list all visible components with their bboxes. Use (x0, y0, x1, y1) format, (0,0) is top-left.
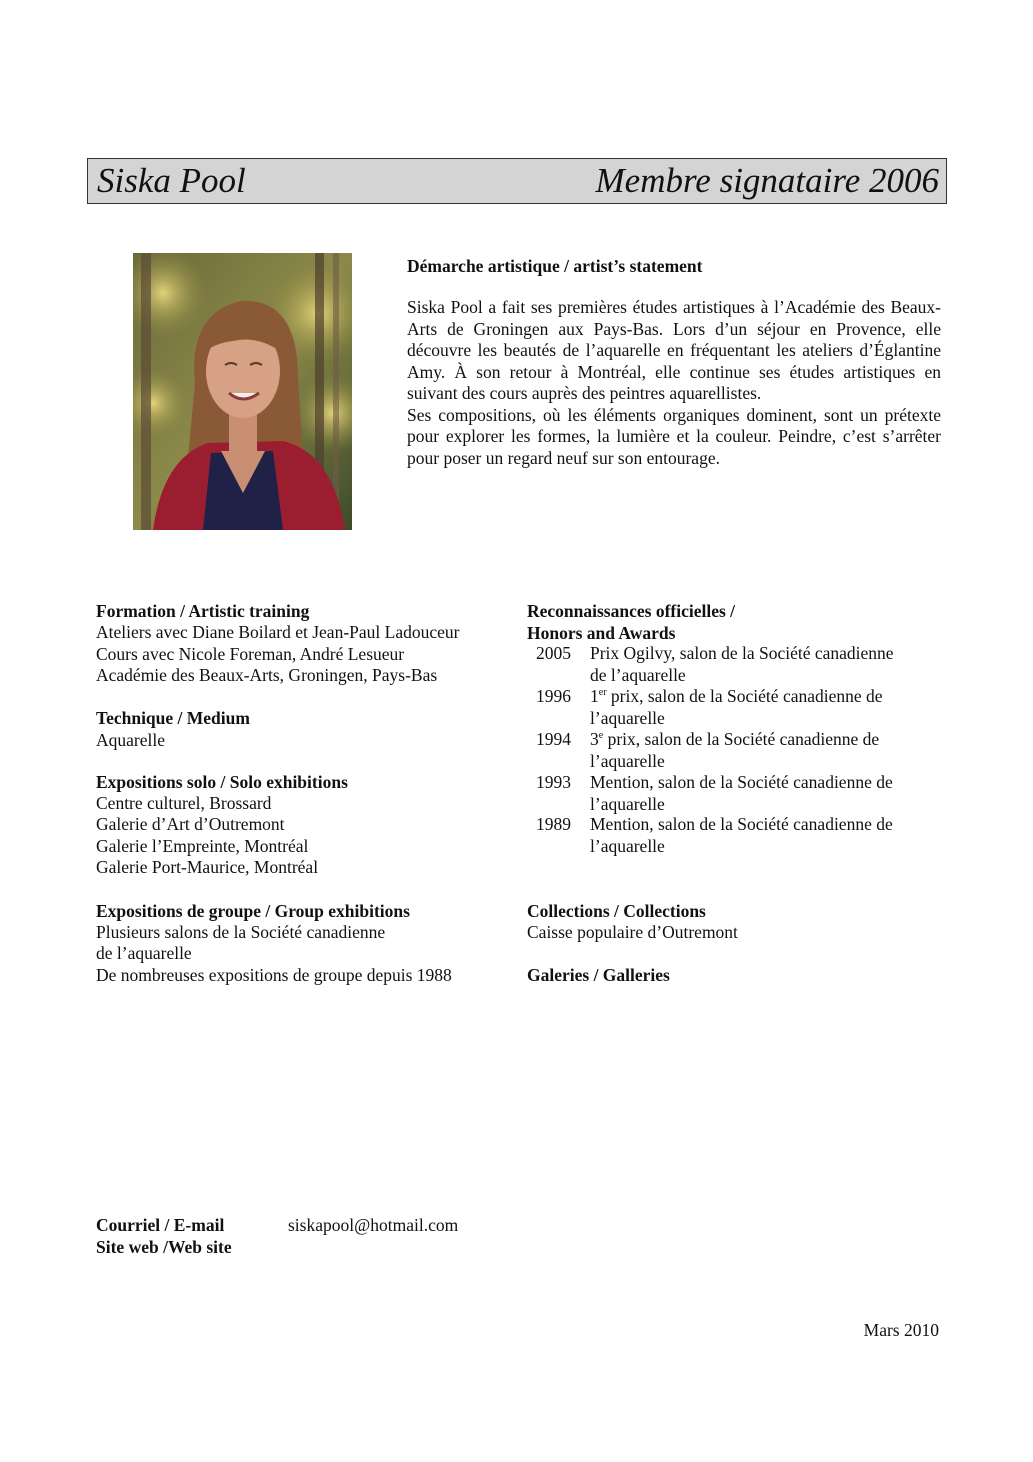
email-label: Courriel / E-mail (96, 1215, 225, 1235)
award-rank-suffix: er (598, 687, 607, 698)
award-rank-suffix: e (598, 730, 604, 741)
award-rank: 1 (590, 686, 599, 706)
statement-paragraph-2: Ses compositions, où les éléments organiques dominent, sont un prétexte pour explorer les formes, la lumière et la couleur. Peindre, c’est s’arrêter pour poser un regard neuf sur son entourage. (407, 404, 941, 468)
award-text-line-2: l’aquarelle (590, 750, 665, 771)
formation-heading: Formation / Artistic training (96, 601, 310, 621)
award-year: 1993 (536, 772, 571, 792)
document-date: Mars 2010 (863, 1320, 939, 1340)
solo-item: Galerie d’Art d’Outremont (96, 814, 285, 834)
award-text-line-2: de l’aquarelle (590, 664, 686, 685)
award-text-line-1: prix, salon de la Société canadienne de (603, 729, 880, 749)
award-rank: 3 (590, 729, 599, 749)
award-text-line-2: l’aquarelle (590, 835, 665, 856)
statement-body (407, 297, 941, 469)
group-item: Plusieurs salons de la Société canadienne (96, 922, 386, 942)
collections-heading: Collections / Collections (527, 901, 706, 921)
award-text-line-1: Prix Ogilvy, salon de la Société canadienne (590, 643, 894, 663)
award-year: 1989 (536, 814, 571, 834)
award-text-line-2: l’aquarelle (590, 793, 665, 814)
formation-item: Ateliers avec Diane Boilard et Jean-Paul Ladouceur (96, 622, 460, 642)
award-year: 1996 (536, 686, 571, 706)
website-label: Site web /Web site (96, 1237, 232, 1257)
artist-name: Siska Pool (97, 161, 246, 200)
technique-item: Aquarelle (96, 730, 165, 750)
solo-item: Galerie l’Empreinte, Montréal (96, 836, 309, 856)
formation-item: Cours avec Nicole Foreman, André Lesueur (96, 644, 405, 664)
award-year: 2005 (536, 643, 571, 663)
award-year: 1994 (536, 729, 571, 749)
member-title: Membre signataire 2006 (595, 161, 939, 200)
email-link[interactable]: siskapool@hotmail.com (288, 1215, 459, 1235)
group-item: De nombreuses expositions de groupe depuis 1988 (96, 965, 452, 985)
collections-item: Caisse populaire d’Outremont (527, 922, 738, 942)
award-text-line-2: l’aquarelle (590, 707, 665, 728)
header-banner (87, 158, 947, 204)
artist-portrait-photo (133, 253, 352, 530)
galleries-heading: Galeries / Galleries (527, 965, 670, 985)
statement-paragraph-1: Siska Pool a fait ses premières études artistiques à l’Académie des Beaux-Arts de Groningen aux Pays-Bas. Lors d’un séjour en Provence, elle découvre les beautés de l’aquarelle en fréquentant les ateliers d’Églantine Amy. À son retour à Montréal, elle continue ses études artistiques en suivant des cours auprès des peintres aquarellistes. (407, 297, 941, 403)
solo-item: Centre culturel, Brossard (96, 793, 272, 813)
award-text-line-1: prix, salon de la Société canadienne de (606, 686, 883, 706)
solo-heading: Expositions solo / Solo exhibitions (96, 772, 348, 792)
formation-item: Académie des Beaux-Arts, Groningen, Pays-Bas (96, 665, 438, 685)
solo-item: Galerie Port-Maurice, Montréal (96, 857, 319, 877)
technique-heading: Technique / Medium (96, 708, 250, 728)
award-text-line-1: Mention, salon de la Société canadienne de (590, 772, 893, 792)
awards-heading-line-2: Honors and Awards (527, 623, 676, 643)
statement-heading: Démarche artistique / artist’s statement (407, 256, 703, 276)
group-heading: Expositions de groupe / Group exhibitions (96, 901, 410, 921)
group-item: de l’aquarelle (96, 943, 192, 963)
award-text-line-1: Mention, salon de la Société canadienne de (590, 814, 893, 834)
awards-heading-line-1: Reconnaissances officielles / (527, 601, 736, 621)
